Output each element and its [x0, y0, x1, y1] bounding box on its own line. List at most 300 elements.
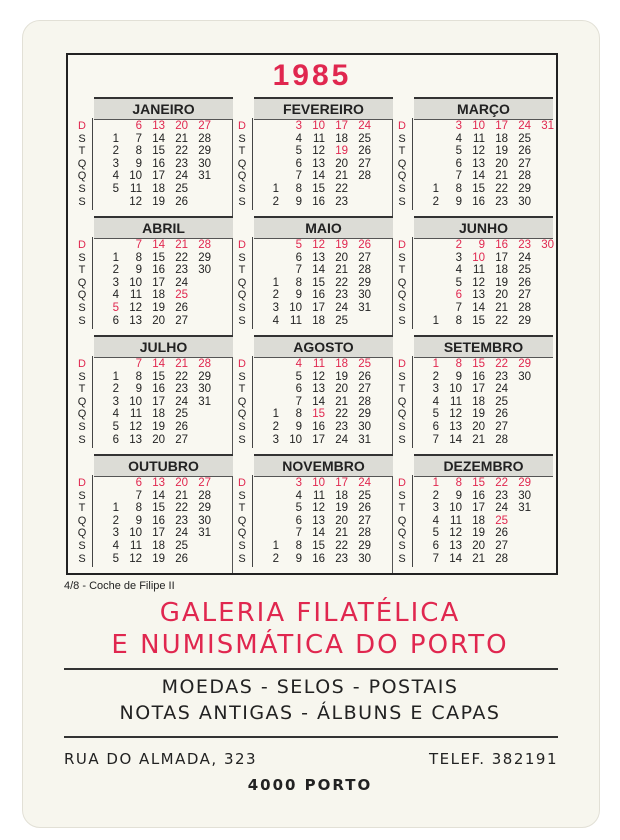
weekday-letter: Q — [77, 157, 87, 170]
day-cell — [508, 515, 531, 528]
day-cell: 29 — [518, 358, 531, 370]
day-cell: 12 — [312, 370, 325, 383]
weekday-letter: Q — [77, 408, 87, 421]
divider-bottom — [64, 736, 558, 738]
day-cell: 30 — [518, 370, 531, 383]
day-cell: 19 — [335, 502, 348, 515]
day-cell: 31 — [198, 395, 211, 408]
day-cell: 15 — [312, 408, 325, 421]
month-name: JULHO — [94, 335, 233, 358]
weekday-letter: Q — [397, 527, 407, 540]
weekday-letter: T — [398, 264, 406, 277]
day-cell: 10 — [449, 502, 462, 515]
month-name: OUTUBRO — [94, 454, 233, 477]
day-cell: 6 — [432, 539, 439, 552]
day-cell: 2 — [272, 195, 279, 208]
day-cell — [96, 477, 119, 490]
day-cell: 11 — [450, 395, 462, 408]
weekday-letter: S — [78, 370, 86, 383]
weekday-letter: Q — [397, 514, 407, 527]
day-cell: 11 — [313, 489, 325, 502]
day-cell — [531, 289, 554, 302]
day-cell — [531, 315, 554, 328]
day-cell: 5 — [112, 182, 119, 195]
day-cell: 31 — [198, 170, 211, 183]
day-cell: 30 — [358, 552, 371, 565]
day-cell: 24 — [175, 276, 188, 289]
weekday-letter: S — [238, 433, 246, 446]
month-divider — [392, 239, 393, 335]
day-cell — [188, 289, 211, 302]
day-cell: 10 — [472, 120, 485, 132]
month-name: NOVEMBRO — [254, 454, 393, 477]
day-cell: 19 — [152, 420, 165, 433]
day-cell: 29 — [518, 477, 531, 489]
weekday-letter: S — [238, 420, 246, 433]
weekday-letter: S — [238, 539, 246, 552]
month-name: ABRIL — [94, 216, 233, 239]
day-cell: 20 — [335, 251, 348, 264]
day-cell: 27 — [518, 157, 531, 170]
month-divider — [392, 120, 393, 216]
day-cell: 2 — [272, 289, 279, 302]
day-cell: 12 — [312, 239, 325, 251]
day-cell: 12 — [129, 552, 142, 565]
day-cell — [256, 252, 279, 265]
day-cell: 3 — [432, 502, 439, 515]
day-cell: 9 — [455, 195, 462, 208]
day-cell: 26 — [358, 145, 371, 158]
day-cell: 2 — [455, 239, 462, 251]
weekday-letter: Q — [397, 170, 407, 183]
weekday-letter: Q — [77, 527, 87, 540]
day-cell: 14 — [152, 239, 165, 251]
day-cell — [188, 315, 211, 328]
day-cell: 25 — [335, 314, 348, 327]
calendar-frame — [66, 53, 558, 575]
day-cell — [256, 158, 279, 171]
day-cell: 13 — [312, 383, 325, 396]
day-cell: 1 — [432, 182, 439, 195]
services-line-1: MOEDAS - SELOS - POSTAIS — [161, 676, 459, 698]
day-cell: 16 — [152, 264, 165, 277]
day-cell: 23 — [518, 239, 531, 251]
day-cell: 10 — [312, 120, 325, 132]
day-cell — [188, 277, 211, 290]
day-cell: 5 — [455, 145, 462, 158]
weekday-letter: Q — [237, 289, 247, 302]
month-divider — [392, 358, 393, 454]
day-cell: 2 — [112, 264, 119, 277]
day-cell: 17 — [312, 301, 325, 314]
weekday-letter: S — [398, 132, 406, 145]
letter-separator — [412, 475, 413, 567]
day-cell: 11 — [290, 314, 302, 327]
weekday-letter: S — [238, 251, 246, 264]
day-cell: 3 — [112, 395, 119, 408]
day-cell: 28 — [495, 433, 508, 446]
day-cell: 4 — [112, 170, 119, 183]
day-cell: 4 — [112, 539, 119, 552]
weekday-letter: S — [398, 539, 406, 552]
day-cell: 8 — [455, 358, 462, 370]
day-cell: 28 — [198, 489, 211, 502]
day-cell: 23 — [175, 264, 188, 277]
day-cell: 14 — [472, 301, 485, 314]
day-cell: 12 — [449, 527, 462, 540]
day-cell — [508, 408, 531, 421]
day-cell: 21 — [175, 489, 188, 502]
day-cell: 22 — [335, 408, 348, 421]
day-cell: 28 — [358, 170, 371, 183]
day-cell: 18 — [495, 264, 508, 277]
day-cell: 23 — [495, 195, 508, 208]
day-cell: 15 — [152, 145, 165, 158]
day-cell: 8 — [455, 314, 462, 327]
day-cell: 1 — [272, 539, 279, 552]
day-cell: 16 — [312, 552, 325, 565]
day-cell — [188, 196, 211, 209]
day-cell: 18 — [335, 132, 348, 145]
day-cell: 14 — [152, 489, 165, 502]
day-cell: 3 — [432, 383, 439, 396]
weekday-letter: S — [78, 539, 86, 552]
day-cell: 28 — [358, 264, 371, 277]
weekday-letter: S — [398, 182, 406, 195]
day-cell: 3 — [112, 157, 119, 170]
day-cell: 28 — [495, 552, 508, 565]
day-cell — [508, 396, 531, 409]
letter-separator — [412, 118, 413, 210]
day-cell: 19 — [472, 408, 485, 421]
day-cell: 5 — [295, 239, 302, 251]
day-cell: 6 — [135, 120, 142, 132]
day-cell: 7 — [295, 264, 302, 277]
letter-separator — [92, 475, 93, 567]
day-cell: 4 — [455, 264, 462, 277]
day-cell: 21 — [335, 527, 348, 540]
day-cell: 9 — [295, 195, 302, 208]
day-cell: 29 — [198, 502, 211, 515]
weekday-letter: Q — [77, 289, 87, 302]
day-cell: 11 — [450, 514, 462, 527]
day-cell: 21 — [175, 132, 188, 145]
day-cell: 12 — [472, 276, 485, 289]
day-cell: 27 — [495, 539, 508, 552]
day-cell: 13 — [152, 477, 165, 489]
day-cell: 25 — [495, 514, 508, 527]
letter-separator — [252, 237, 253, 329]
day-cell: 6 — [295, 157, 302, 170]
weekday-letter: S — [238, 314, 246, 327]
month-name: FEVEREIRO — [254, 97, 393, 120]
letter-separator — [92, 118, 93, 210]
day-cell: 13 — [129, 433, 142, 446]
weekday-letter: S — [78, 314, 86, 327]
day-cell: 6 — [112, 433, 119, 446]
day-cell: 6 — [295, 383, 302, 396]
day-cell: 3 — [455, 251, 462, 264]
day-cell: 13 — [312, 157, 325, 170]
phone-number: TELEF. 382191 — [429, 750, 558, 768]
day-cell — [348, 196, 371, 209]
day-cell: 20 — [472, 539, 485, 552]
day-cell — [256, 358, 279, 371]
day-cell: 24 — [518, 120, 531, 132]
day-cell: 12 — [129, 420, 142, 433]
day-cell — [508, 383, 531, 396]
day-cell: 26 — [518, 145, 531, 158]
day-cell: 8 — [455, 477, 462, 489]
day-cell — [256, 527, 279, 540]
day-cell: 2 — [432, 489, 439, 502]
month-block — [234, 454, 393, 573]
street-address: RUA DO ALMADA, 323 — [64, 750, 258, 768]
month-name: MARÇO — [414, 97, 553, 120]
day-cell: 11 — [313, 358, 325, 370]
day-cell: 8 — [295, 408, 302, 421]
caption: 4/8 - Coche de Filipe II — [64, 580, 175, 592]
day-cell: 7 — [135, 358, 142, 370]
day-cell — [256, 239, 279, 252]
month-name: SETEMBRO — [414, 335, 553, 358]
day-cell — [508, 553, 531, 566]
day-cell — [256, 396, 279, 409]
day-cell: 8 — [135, 370, 142, 383]
day-cell: 4 — [295, 489, 302, 502]
day-cell: 4 — [112, 408, 119, 421]
weekday-letter: S — [398, 433, 406, 446]
day-cell: 17 — [312, 433, 325, 446]
weekday-letter: Q — [237, 527, 247, 540]
day-cell — [531, 183, 554, 196]
day-cell: 10 — [449, 383, 462, 396]
day-cell: 9 — [295, 552, 302, 565]
day-cell: 22 — [495, 182, 508, 195]
day-cell — [416, 170, 439, 183]
day-cell: 7 — [135, 132, 142, 145]
weekday-letter: T — [238, 383, 246, 396]
month-divider — [232, 120, 233, 216]
day-cell: 25 — [175, 539, 188, 552]
day-cell: 22 — [335, 276, 348, 289]
day-cell — [188, 302, 211, 315]
day-cell — [256, 264, 279, 277]
month-block — [394, 454, 553, 573]
day-cell: 4 — [455, 132, 462, 145]
day-cell — [416, 133, 439, 146]
weekday-letter: S — [78, 489, 86, 502]
day-cell: 23 — [335, 420, 348, 433]
day-cell: 30 — [198, 383, 211, 396]
day-cell: 9 — [478, 239, 485, 251]
day-cell: 14 — [152, 358, 165, 370]
day-cell: 7 — [135, 489, 142, 502]
day-cell: 5 — [295, 502, 302, 515]
day-cell: 22 — [495, 477, 508, 489]
weekday-letter: S — [398, 195, 406, 208]
day-cell: 15 — [472, 477, 485, 489]
day-cell: 26 — [175, 195, 188, 208]
day-cell: 5 — [432, 527, 439, 540]
weekday-letter: Q — [77, 514, 87, 527]
day-cell: 26 — [358, 502, 371, 515]
day-cell: 3 — [295, 477, 302, 489]
day-cell: 20 — [175, 477, 188, 489]
brand-line-1: GALERIA FILATÉLICA — [159, 598, 461, 628]
day-cell: 12 — [472, 145, 485, 158]
day-cell: 24 — [335, 301, 348, 314]
day-cell: 27 — [495, 420, 508, 433]
day-cell: 10 — [312, 477, 325, 489]
day-cell: 22 — [175, 502, 188, 515]
month-block — [234, 97, 393, 216]
day-cell: 10 — [472, 251, 485, 264]
day-cell: 19 — [495, 276, 508, 289]
day-cell — [531, 264, 554, 277]
day-cell — [188, 421, 211, 434]
weekday-letter: S — [78, 301, 86, 314]
month-block — [394, 335, 553, 454]
day-cell: 24 — [335, 433, 348, 446]
day-cell: 24 — [175, 527, 188, 540]
day-cell — [531, 133, 554, 146]
day-cell: 20 — [495, 289, 508, 302]
day-cell: 19 — [152, 552, 165, 565]
day-cell: 13 — [312, 251, 325, 264]
day-cell: 2 — [112, 383, 119, 396]
day-cell: 29 — [358, 276, 371, 289]
day-cell — [256, 383, 279, 396]
day-cell: 14 — [152, 132, 165, 145]
day-cell: 31 — [518, 502, 531, 515]
weekday-letter: S — [78, 552, 86, 565]
day-cell: 30 — [358, 420, 371, 433]
day-cell: 26 — [518, 276, 531, 289]
day-cell: 1 — [432, 477, 439, 489]
day-cell: 19 — [152, 195, 165, 208]
month-divider — [232, 239, 233, 335]
day-cell: 25 — [358, 132, 371, 145]
day-cell: 2 — [272, 420, 279, 433]
day-cell: 10 — [129, 395, 142, 408]
day-cell — [256, 133, 279, 146]
day-cell: 25 — [175, 408, 188, 421]
day-cell: 13 — [449, 539, 462, 552]
day-cell: 22 — [495, 358, 508, 370]
day-cell: 3 — [272, 433, 279, 446]
day-cell — [256, 120, 279, 133]
day-cell: 30 — [541, 239, 554, 251]
day-cell: 30 — [198, 264, 211, 277]
day-cell: 23 — [175, 514, 188, 527]
day-cell — [96, 358, 119, 371]
day-cell: 9 — [135, 264, 142, 277]
day-cell: 5 — [295, 145, 302, 158]
day-cell: 19 — [472, 527, 485, 540]
day-cell — [256, 145, 279, 158]
day-cell — [188, 434, 211, 447]
day-cell — [416, 252, 439, 265]
day-cell — [416, 158, 439, 171]
day-cell: 11 — [130, 408, 142, 421]
day-cell — [416, 239, 439, 252]
weekday-letter: Q — [237, 395, 247, 408]
day-cell: 23 — [175, 383, 188, 396]
day-cell: 31 — [358, 433, 371, 446]
day-cell: 9 — [455, 489, 462, 502]
day-cell — [256, 477, 279, 490]
day-cell: 11 — [313, 132, 325, 145]
day-cell: 20 — [495, 157, 508, 170]
weekday-letter: S — [238, 182, 246, 195]
day-cell: 7 — [432, 552, 439, 565]
day-cell: 24 — [175, 170, 188, 183]
day-cell: 4 — [432, 514, 439, 527]
day-cell: 23 — [335, 195, 348, 208]
day-cell: 9 — [135, 514, 142, 527]
weekday-letter: T — [78, 264, 86, 277]
day-cell: 2 — [112, 514, 119, 527]
day-cell: 27 — [198, 120, 211, 132]
day-cell: 15 — [472, 314, 485, 327]
day-cell: 26 — [175, 301, 188, 314]
day-cell: 29 — [518, 182, 531, 195]
day-cell: 25 — [175, 182, 188, 195]
day-cell: 15 — [472, 182, 485, 195]
day-cell: 9 — [135, 157, 142, 170]
weekday-letter: Q — [397, 276, 407, 289]
weekday-letter: D — [78, 358, 86, 370]
day-cell: 2 — [432, 370, 439, 383]
day-cell: 19 — [335, 239, 348, 251]
day-cell: 29 — [358, 539, 371, 552]
day-cell: 21 — [495, 170, 508, 183]
day-cell: 18 — [152, 182, 165, 195]
day-cell: 1 — [112, 132, 119, 145]
day-cell: 2 — [432, 195, 439, 208]
day-cell: 24 — [518, 251, 531, 264]
day-cell — [416, 120, 439, 133]
day-cell — [531, 277, 554, 290]
month-name: AGOSTO — [254, 335, 393, 358]
day-cell: 27 — [358, 514, 371, 527]
weekday-letter: Q — [237, 514, 247, 527]
weekday-letter: Q — [77, 276, 87, 289]
months-grid — [74, 97, 554, 571]
day-cell — [531, 196, 554, 209]
day-cell: 8 — [295, 539, 302, 552]
day-cell — [96, 239, 119, 252]
month-name: DEZEMBRO — [414, 454, 553, 477]
weekday-letter: S — [238, 489, 246, 502]
day-cell: 6 — [455, 157, 462, 170]
weekday-letter: S — [238, 132, 246, 145]
day-cell: 19 — [152, 301, 165, 314]
day-cell: 20 — [152, 314, 165, 327]
day-cell: 3 — [295, 120, 302, 132]
day-cell: 28 — [198, 358, 211, 370]
day-cell: 31 — [541, 120, 554, 132]
day-cell: 29 — [198, 370, 211, 383]
day-cell: 16 — [152, 514, 165, 527]
day-cell: 18 — [472, 395, 485, 408]
weekday-letter: S — [398, 420, 406, 433]
day-cell: 28 — [198, 132, 211, 145]
day-cell: 21 — [335, 170, 348, 183]
day-cell — [416, 145, 439, 158]
day-cell: 20 — [472, 420, 485, 433]
